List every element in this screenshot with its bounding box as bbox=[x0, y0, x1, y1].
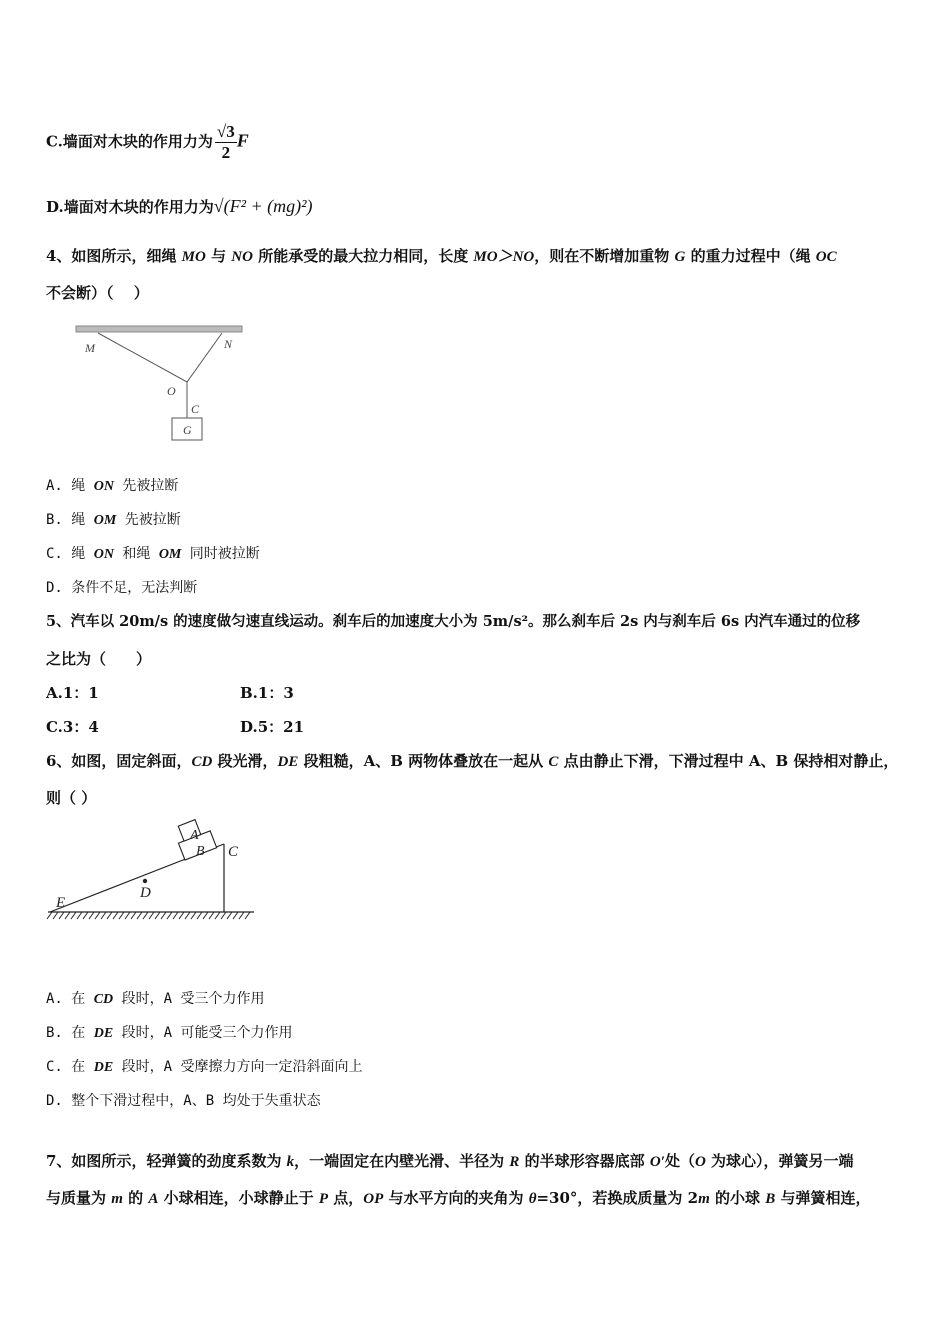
label-a: A bbox=[190, 828, 199, 843]
ceiling bbox=[76, 326, 242, 332]
hatch-line bbox=[191, 912, 196, 919]
hatch-line bbox=[173, 912, 178, 919]
q6-figure bbox=[44, 818, 259, 926]
rope-no bbox=[187, 333, 222, 382]
hatch-line bbox=[107, 912, 112, 919]
q4-option-d[interactable]: D. 条件不足，无法判断 bbox=[46, 580, 198, 596]
option-d-text: D.墙面对木块的作用力为 bbox=[46, 198, 214, 216]
hatch-line bbox=[101, 912, 106, 919]
q5-stem-line1: 5、汽车以 20m/s 的速度做匀速直线运动。刹车后的加速度大小为 5m/s²。那么刹车后 2s 内与刹车后 6s 内汽车通过的位移 bbox=[46, 613, 861, 630]
label-o: O bbox=[167, 384, 176, 398]
label-b: B bbox=[196, 844, 205, 859]
q5-option-d[interactable]: D.5：21 bbox=[240, 718, 305, 736]
q5-stem-line2: 之比为（ ） bbox=[46, 650, 152, 668]
label-e: E bbox=[56, 895, 66, 911]
hatch-line bbox=[95, 912, 100, 919]
q6-stem-line1: 6、如图，固定斜面，CD 段光滑，DE 段粗糙，A、B 两物体叠放在一起从 C 点由静止下滑，下滑过程中 A、B 保持相对静止， bbox=[46, 752, 899, 770]
hatch-line bbox=[245, 912, 250, 919]
q6-option-a[interactable]: A. 在 CD 段时，A 受三个力作用 bbox=[46, 991, 265, 1007]
q4-stem-line2: 不会断）（ ） bbox=[46, 284, 149, 302]
hatch-line bbox=[209, 912, 214, 919]
q4-stem-line1: 4、如图所示，细绳 MO 与 NO 所能承受的最大拉力相同，长度 MO＞NO，则在不断增加重物 G 的重力过程中（绳 OC bbox=[46, 247, 837, 265]
hatch-line bbox=[119, 912, 124, 919]
hatch-line bbox=[185, 912, 190, 919]
hatch-line bbox=[149, 912, 154, 919]
hatch-line bbox=[161, 912, 166, 919]
hatch-line bbox=[125, 912, 130, 919]
hatch-line bbox=[215, 912, 220, 919]
hatch-line bbox=[65, 912, 70, 919]
hatch-line bbox=[239, 912, 244, 919]
hatch-line bbox=[71, 912, 76, 919]
label-c6: C bbox=[228, 844, 239, 860]
hatch-line bbox=[83, 912, 88, 919]
sqrt-formula: √(F² + (mg)²) bbox=[213, 196, 313, 216]
q6-option-d[interactable]: D. 整个下滑过程中，A、B 均处于失重状态 bbox=[46, 1093, 321, 1109]
q5-option-c[interactable]: C.3：4 bbox=[46, 718, 99, 736]
hatch-line bbox=[167, 912, 172, 919]
hatch-line bbox=[203, 912, 208, 919]
hatch-line bbox=[179, 912, 184, 919]
label-d: D bbox=[140, 885, 151, 901]
label-n: N bbox=[224, 337, 233, 351]
hatch-line bbox=[221, 912, 226, 919]
hatch-line bbox=[59, 912, 64, 919]
hatch-line bbox=[53, 912, 58, 919]
q7-stem-line2: 与质量为 m 的 A 小球相连，小球静止于 P 点，OP 与水平方向的夹角为 θ=30°，若换成质量为 2m 的小球 B 与弹簧相连， bbox=[46, 1189, 871, 1207]
hatch-line bbox=[47, 912, 52, 919]
q6-option-c[interactable]: C. 在 DE 段时，A 受摩擦力方向一定沿斜面向上 bbox=[46, 1059, 363, 1075]
hatch-line bbox=[131, 912, 136, 919]
label-m: M bbox=[85, 341, 95, 355]
q4-option-a[interactable]: A. 绳 ON 先被拉断 bbox=[46, 478, 179, 494]
option-d-prev bbox=[46, 196, 313, 217]
hatch-line bbox=[77, 912, 82, 919]
hatch-line bbox=[137, 912, 142, 919]
q5-option-a[interactable]: A.1：1 bbox=[46, 684, 99, 702]
q4-figure bbox=[70, 320, 250, 445]
rope-mo bbox=[98, 333, 187, 382]
q4-option-b[interactable]: B. 绳 OM 先被拉断 bbox=[46, 512, 181, 528]
point-d bbox=[143, 879, 147, 883]
label-c: C bbox=[191, 402, 200, 416]
hatch-line bbox=[89, 912, 94, 919]
q6-stem-line2: 则（ ） bbox=[46, 789, 97, 807]
ground-hatch bbox=[47, 912, 250, 919]
hatch-line bbox=[233, 912, 238, 919]
option-c-text: C.墙面对木块的作用力为 bbox=[46, 132, 213, 151]
var-f: F bbox=[236, 130, 249, 151]
q7-stem-line1: 7、如图所示，轻弹簧的劲度系数为 k，一端固定在内壁光滑、半径为 R 的半球形容器底部 O′处（O 为球心），弹簧另一端 bbox=[46, 1152, 854, 1170]
hatch-line bbox=[143, 912, 148, 919]
sqrt3-over-2-fraction: $\frac{√3}{2}$ bbox=[216, 122, 235, 162]
q6-option-b[interactable]: B. 在 DE 段时，A 可能受三个力作用 bbox=[46, 1025, 293, 1041]
hatch-line bbox=[113, 912, 118, 919]
q5-option-b[interactable]: B.1：3 bbox=[240, 684, 294, 702]
option-c-prev bbox=[46, 122, 249, 163]
q4-option-c[interactable]: C. 绳 ON 和绳 OM 同时被拉断 bbox=[46, 546, 260, 562]
label-g: G bbox=[183, 423, 192, 437]
hatch-line bbox=[227, 912, 232, 919]
hatch-line bbox=[197, 912, 202, 919]
hatch-line bbox=[155, 912, 160, 919]
